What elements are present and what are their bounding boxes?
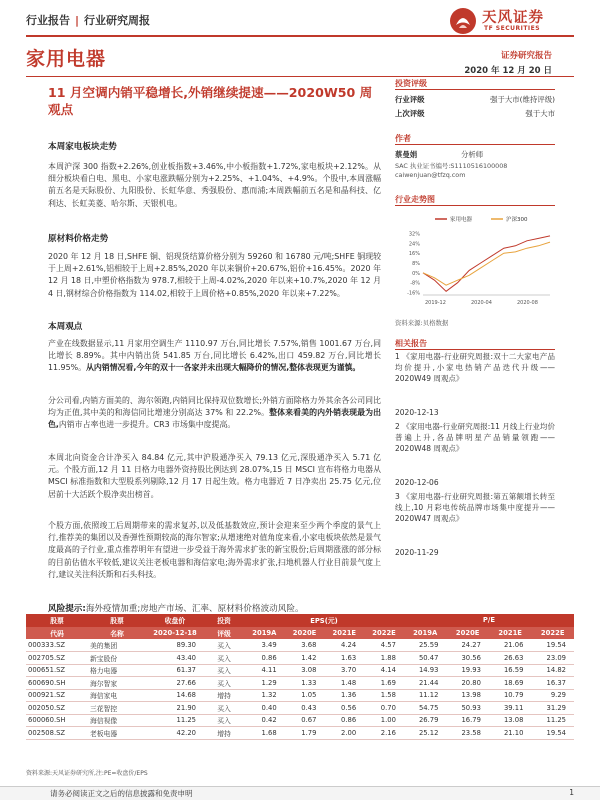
table-cell: 9.29 xyxy=(531,689,574,702)
table-cell: 002508.SZ xyxy=(26,727,88,740)
table-cell: 3.70 xyxy=(324,664,364,677)
col-sub-head: 名称 xyxy=(88,627,146,640)
table-cell: 1.00 xyxy=(364,714,404,727)
author-license: SAC 执业证书编号:S1110516100008 xyxy=(395,162,508,170)
table-cell: 20.80 xyxy=(446,677,489,690)
report-type-label: 行业报告 xyxy=(26,14,70,27)
author-divider xyxy=(395,144,555,145)
previous-rating-key: 上次评级 xyxy=(395,109,425,118)
col-sub-head: 2019A xyxy=(404,627,447,640)
y-tick-label: -16% xyxy=(407,290,420,297)
table-cell: 14.68 xyxy=(146,689,204,702)
table-cell: 2.00 xyxy=(324,727,364,740)
table-cell: 14.93 xyxy=(404,664,447,677)
trend-chart-label: 行业走势图 xyxy=(395,195,435,204)
table-cell: 19.54 xyxy=(531,727,574,740)
table-cell: 1.36 xyxy=(324,689,364,702)
rating-label: 投资评级 xyxy=(395,79,427,88)
related-report-3[interactable]: 3 《家用电器-行业研究周报:第五第额增长转至线上,10 月彩电传统品牌市场集中度提升——2020W47 周观点》 xyxy=(395,492,555,524)
table-body xyxy=(26,639,574,739)
table-cell: 24.27 xyxy=(446,639,489,652)
paragraph-market: 本周沪深 300 指数+2.26%,创业板指数+3.46%,中小板指数+1.72%,家电板块+2.12%。从细分板块看白电、黑电、小家电涨跌幅分别为+2.25%、+1.04%、+4.9%。个股中,本周涨幅前五名是天际股份、九阳股份、长虹华意、秀强股份、惠而浦;本周跌幅前五名是和晶科技、亿利达、长虹美菱、哈尔斯、天银机电。 xyxy=(48,162,381,208)
table-cell: 11.25 xyxy=(146,714,204,727)
col-sub-head: 2020E xyxy=(446,627,489,640)
legend-label: 家用电器 xyxy=(450,217,473,223)
table-cell: 1.05 xyxy=(285,689,325,702)
industry-rating-row xyxy=(395,94,555,105)
document-date: 2020 年 12 月 20 日 xyxy=(464,66,552,76)
table-cell: 美的集团 xyxy=(88,639,146,652)
table-source-note: 资料来源:天风证券研究所,注:PE=收盘价/EPS xyxy=(26,770,148,777)
table-row xyxy=(26,714,574,727)
col-sub-head: 2021E xyxy=(489,627,532,640)
tf-securities-logo xyxy=(448,4,576,38)
table-cell: 海信家电 xyxy=(88,689,146,702)
paragraph-view-3: 本周北向资金合计净买入 84.84 亿元,其中沪股通净买入 79.13 亿元,深股通净买入 5.71 亿元。个股方面,12 月 11 日格力电器外资持股比例达到 28.07%,15 日 MSCI 宣布将格力电器从 MSCI 标准指数和大型股系列剔除,12 月 17 日起生效。格力电器近 7 日净卖出 25.75 亿元,位居前十大活跃个股净卖出榜首。 xyxy=(48,453,381,499)
table-cell: 16.37 xyxy=(531,677,574,690)
table-cell: 43.40 xyxy=(146,652,204,665)
table-cell: 0.56 xyxy=(324,702,364,715)
table-cell: 1.29 xyxy=(244,677,285,690)
previous-rating-value: 强于大市 xyxy=(525,109,555,118)
table-cell: 25.59 xyxy=(404,639,447,652)
table-cell: 27.66 xyxy=(146,677,204,690)
table-cell: 39.11 xyxy=(489,702,532,715)
table-cell: 1.63 xyxy=(324,652,364,665)
industry-title: 家用电器 xyxy=(26,48,107,70)
y-tick-label: 16% xyxy=(408,251,420,258)
col-eps-head: EPS(元) xyxy=(244,614,404,627)
table-cell: 格力电器 xyxy=(88,664,146,677)
table-cell: 11.12 xyxy=(404,689,447,702)
disclaimer-text[interactable]: 请务必阅读正文之后的信息披露和免责申明 xyxy=(50,789,193,798)
header-divider xyxy=(26,35,574,37)
y-tick-label: 0% xyxy=(412,270,420,277)
view-1-text: 产业在线数据显示,11 月家用空调生产 1110.97 万台,同比增长 7.57%,销售 1001.67 万台,同比增长 8.89%。其中内销出货 541.85 万台,同比增长 6.42%,出口 459.82 万台,同比增长 11.95%。 xyxy=(48,339,381,373)
table-cell: 海信视像 xyxy=(88,714,146,727)
table-cell: 0.70 xyxy=(364,702,404,715)
table-cell: 1.32 xyxy=(244,689,285,702)
view-2-tail: 内销市占率也进一步提升。CR3 市场集中度提高。 xyxy=(58,420,236,430)
table-cell: 1.88 xyxy=(364,652,404,665)
table-cell: 三花智控 xyxy=(88,702,146,715)
table-cell: 23.58 xyxy=(446,727,489,740)
table-cell: 4.57 xyxy=(364,639,404,652)
view-2-text: 分公司看,内销方面美的、海尔领跑,内销同比保持双位数增长;外销方面除格力外其余各公司同比均为正值,其中美的和海信同比增速分别高达 37% 和 22.2%。 xyxy=(48,396,381,418)
col-rating-head: 投资 xyxy=(204,614,244,627)
risk-text: 海外疫情加重;房地产市场、汇率、原材料价格波动风险。 xyxy=(85,604,304,614)
section-heading-materials: 原材料价格走势 xyxy=(48,234,109,244)
related-report-3-date: 2020-11-29 xyxy=(395,548,439,557)
table-cell: 30.56 xyxy=(446,652,489,665)
table-header-top xyxy=(26,614,574,627)
table-cell: 002050.SZ xyxy=(26,702,88,715)
col-sub-head: 2020-12-18 xyxy=(146,627,204,640)
table-cell: 买入 xyxy=(204,677,244,690)
paragraph-view-2 xyxy=(48,395,381,432)
col-pe-head: P/E xyxy=(404,614,574,627)
table-cell: 买入 xyxy=(204,664,244,677)
col-sub-head: 2022E xyxy=(531,627,574,640)
table-cell: 31.29 xyxy=(531,702,574,715)
view-1-bold: 从内销情况看,今年的双十一各家并未出现大幅降价的情况,整体表现更为谨慎。 xyxy=(85,363,361,373)
previous-rating-row xyxy=(395,108,555,119)
table-cell: 4.11 xyxy=(244,664,285,677)
y-tick-label: 8% xyxy=(412,261,420,267)
paragraph-view-4: 个股方面,依照竣工后周期带来的需求复苏,以及低基数效应,预计会迎来至少两个季度的景气上行,推荐美的集团以及香弹性预期较高的海尔智家;从增速绝对值角度来看,小家电板块依然是景气度最高的子行业,重点推荐明年有望进一步受益于海外需求扩张的新宝股份;后周期涨涨的部分标的目前估值水平较低,建议关注老板电器和海信家电;海外需求扩张,扫地机器人行业目前景气度上行,建议关注科沃斯和石头科技。 xyxy=(48,521,381,579)
col-price-head: 收盘价 xyxy=(146,614,204,627)
table-cell: 增持 xyxy=(204,727,244,740)
author-email[interactable]: caiwenjuan@tfzq.com xyxy=(395,171,466,179)
report-subtype-label: 行业研究周报 xyxy=(84,14,151,27)
series-line xyxy=(423,242,550,285)
table-cell: 4.14 xyxy=(364,664,404,677)
table-cell: 16.59 xyxy=(489,664,532,677)
table-cell: 18.69 xyxy=(489,677,532,690)
table-cell: 买入 xyxy=(204,702,244,715)
table-cell: 21.44 xyxy=(404,677,447,690)
table-cell: 000333.SZ xyxy=(26,639,88,652)
table-cell: 3.08 xyxy=(285,664,325,677)
table-cell: 50.93 xyxy=(446,702,489,715)
report-category xyxy=(26,12,150,28)
table-cell: 19.93 xyxy=(446,664,489,677)
paragraph-view-1 xyxy=(48,338,381,375)
table-cell: 11.25 xyxy=(531,714,574,727)
table-cell: 买入 xyxy=(204,652,244,665)
section-heading-views: 本周观点 xyxy=(48,322,83,332)
x-tick-label: 2020-04 xyxy=(471,300,492,306)
table-cell: 1.68 xyxy=(244,727,285,740)
table-cell: 89.30 xyxy=(146,639,204,652)
table-cell: 新宝股份 xyxy=(88,652,146,665)
col-sub-head: 2021E xyxy=(324,627,364,640)
author-role: 分析师 xyxy=(461,150,484,159)
col-sub-head: 评级 xyxy=(204,627,244,640)
report-title: 11 月空调内销平稳增长,外销继续提速——2020W50 周观点 xyxy=(48,85,373,117)
table-cell: 000651.SZ xyxy=(26,664,88,677)
paragraph-materials: 2020 年 12 月 18 日,SHFE 铜、铝现货结算价格分别为 59260 和 16780 元/吨;SHFE 铜现较于上周+2.61%,铝相较于上周+2.85%,2020 年以来铜价+20.67%,铝价+16.45%。2020 年 12 月 18 日,中塑价格指数为 978.7,相较于上周-4.02%,2020 年以来+10.7%,2020 年 12 月 4 日,钢材综合价格指数为 114.02,相较于上周价格+0.85%,2020 年以来+7.22%。 xyxy=(48,252,381,298)
table-cell: 21.06 xyxy=(489,639,532,652)
table-cell: 0.42 xyxy=(244,714,285,727)
rating-value: 强于大市(维持评级) xyxy=(490,95,555,104)
table-cell: 14.82 xyxy=(531,664,574,677)
stock-valuation-table xyxy=(26,614,574,740)
table-cell: 16.79 xyxy=(446,714,489,727)
table-cell: 增持 xyxy=(204,689,244,702)
table-cell: 23.09 xyxy=(531,652,574,665)
logo-title: 天风证券 xyxy=(482,10,544,26)
table-cell: 1.69 xyxy=(364,677,404,690)
header-separator: | xyxy=(75,13,80,27)
table-cell: 买入 xyxy=(204,714,244,727)
table-cell: 26.63 xyxy=(489,652,532,665)
table-cell: 3.68 xyxy=(285,639,325,652)
table-cell: 买入 xyxy=(204,639,244,652)
logo-subtitle: TF SECURITIES xyxy=(484,25,541,32)
table-cell: 0.86 xyxy=(244,652,285,665)
table-cell: 4.24 xyxy=(324,639,364,652)
table-cell: 10.79 xyxy=(489,689,532,702)
related-divider xyxy=(395,349,555,350)
x-tick-label: 2019-12 xyxy=(425,300,446,306)
table-row xyxy=(26,652,574,665)
author-row xyxy=(395,149,555,160)
table-cell: 0.43 xyxy=(285,702,325,715)
table-header-sub xyxy=(26,627,574,640)
table-cell: 600690.SH xyxy=(26,677,88,690)
table-cell: 21.90 xyxy=(146,702,204,715)
table-cell: 2.16 xyxy=(364,727,404,740)
document-type: 证券研究报告 xyxy=(500,51,552,61)
related-report-1-date: 2020-12-13 xyxy=(395,408,439,417)
table-cell: 1.48 xyxy=(324,677,364,690)
y-tick-label: 24% xyxy=(408,241,420,248)
rating-key: 行业评级 xyxy=(395,95,425,104)
table-cell: 600060.SH xyxy=(26,714,88,727)
table-cell: 002705.SZ xyxy=(26,652,88,665)
chart-source: 资料来源:贝格数据 xyxy=(395,319,449,327)
table-cell: 3.49 xyxy=(244,639,285,652)
x-tick-label: 2020-08 xyxy=(517,300,538,306)
col-sub-head: 2019A xyxy=(244,627,285,640)
trend-divider xyxy=(395,205,555,206)
y-tick-label: 32% xyxy=(408,231,420,238)
author-label: 作者 xyxy=(395,134,411,143)
page-number: 1 xyxy=(569,788,574,797)
author-name: 蔡曼娟 xyxy=(395,150,418,159)
table-cell: 21.10 xyxy=(489,727,532,740)
table-cell: 老板电器 xyxy=(88,727,146,740)
col-sub-head: 代码 xyxy=(26,627,88,640)
header-divider-2 xyxy=(26,76,574,77)
table-cell: 13.98 xyxy=(446,689,489,702)
table-cell: 25.12 xyxy=(404,727,447,740)
table-cell: 54.75 xyxy=(404,702,447,715)
table-cell: 1.42 xyxy=(285,652,325,665)
table-cell: 000921.SZ xyxy=(26,689,88,702)
table-cell: 0.67 xyxy=(285,714,325,727)
col-stock-head: 股票 xyxy=(26,614,88,627)
table-cell: 19.54 xyxy=(531,639,574,652)
table-cell: 26.79 xyxy=(404,714,447,727)
logo-emblem-icon xyxy=(448,6,478,36)
table-cell: 0.86 xyxy=(324,714,364,727)
table-cell: 50.47 xyxy=(404,652,447,665)
related-report-2[interactable]: 2 《家用电器-行业研究周报:11 月线上行业均价普遍上升,各品牌明星产品销量领跑——2020W48 周观点》 xyxy=(395,422,555,454)
table-cell: 1.79 xyxy=(285,727,325,740)
table-cell: 海尔智家 xyxy=(88,677,146,690)
risk-warning xyxy=(48,602,304,614)
related-reports-label: 相关报告 xyxy=(395,339,427,348)
table-cell: 13.08 xyxy=(489,714,532,727)
table-row xyxy=(26,664,574,677)
rating-divider xyxy=(395,89,555,90)
y-tick-label: -8% xyxy=(410,280,420,287)
table-row xyxy=(26,727,574,740)
table-cell: 61.37 xyxy=(146,664,204,677)
view-2-bold: 整体来看美的内外销表现最为出色, xyxy=(48,408,381,430)
related-report-2-date: 2020-12-06 xyxy=(395,478,439,487)
section-heading-market: 本周家电板块走势 xyxy=(48,142,117,152)
table-row xyxy=(26,639,574,652)
table-row xyxy=(26,677,574,690)
table-cell: 42.20 xyxy=(146,727,204,740)
table-cell: 0.40 xyxy=(244,702,285,715)
related-report-1[interactable]: 1 《家用电器-行业研究周报:双十二大家电产品均价提升,小家电热销产品迭代升级——2020W49 周观点》 xyxy=(395,352,555,384)
table-row xyxy=(26,689,574,702)
risk-label: 风险提示: xyxy=(48,604,86,614)
col-stock-head-2: 股票 xyxy=(88,614,146,627)
legend-label: 沪深300 xyxy=(506,217,528,223)
table-row xyxy=(26,702,574,715)
table-cell: 1.33 xyxy=(285,677,325,690)
col-sub-head: 2022E xyxy=(364,627,404,640)
table-cell: 1.58 xyxy=(364,689,404,702)
col-sub-head: 2020E xyxy=(285,627,325,640)
industry-trend-chart xyxy=(395,213,555,313)
